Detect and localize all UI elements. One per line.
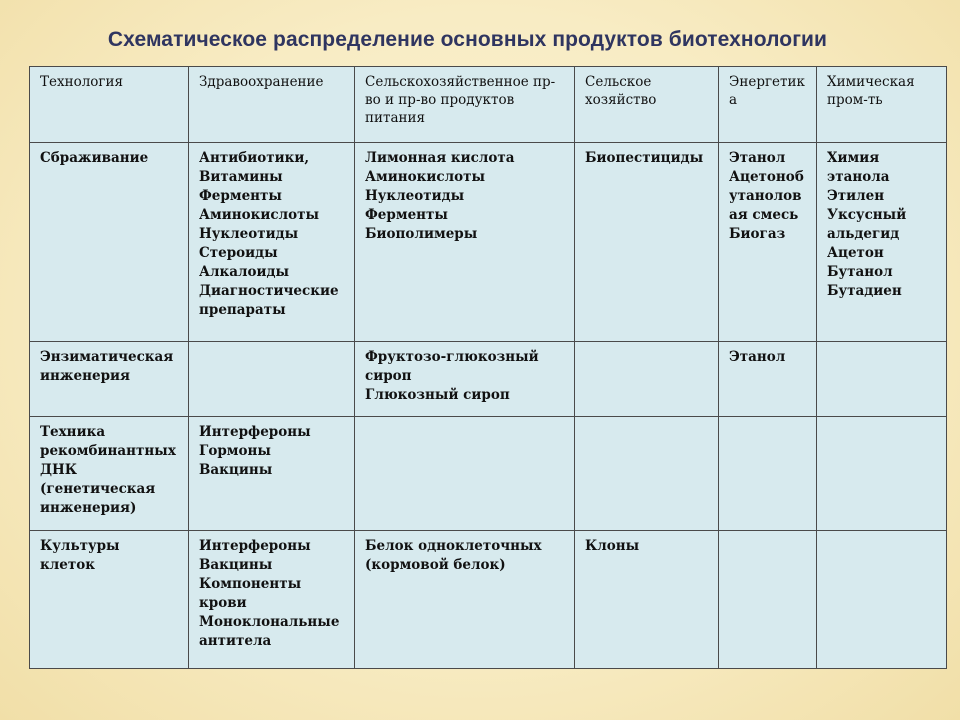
cell-line: (кормовой белок) xyxy=(365,557,506,573)
cell-line: Алкалоиды xyxy=(199,264,290,280)
cell-line: Этанол xyxy=(729,349,786,365)
cell-agri-food xyxy=(355,342,575,417)
cell-agri-food xyxy=(355,417,575,531)
cell-line: Глюкозный сироп xyxy=(365,387,510,403)
page-title: Схематическое распределение основных продуктов биотехнологии xyxy=(107,28,828,51)
cell-line: Диагностические xyxy=(199,283,339,299)
cell-line: Компоненты xyxy=(199,576,302,592)
cell-line: Ацетонобутаноловая смесь xyxy=(729,169,804,223)
cell-line: Интерфероны xyxy=(199,538,311,554)
cell-energy xyxy=(719,417,817,531)
cell-agriculture xyxy=(575,531,719,669)
cell-technology: Техника рекомбинантных ДНК (генетическая инженерия) xyxy=(30,417,189,531)
header-agriculture: Сельское хозяйство xyxy=(575,67,719,143)
cell-line: Биополимеры xyxy=(365,226,478,242)
cell-technology: Культуры клеток xyxy=(30,531,189,669)
cell-line: Белок одноклеточных xyxy=(365,538,542,554)
header-chemical: Химическая пром-ть xyxy=(817,67,947,143)
cell-line: Антибиотики, xyxy=(199,150,310,166)
header-energy: Энергетика xyxy=(719,67,817,143)
products-table xyxy=(29,66,947,669)
cell-chemical xyxy=(817,342,947,417)
cell-agri-food xyxy=(355,143,575,342)
header-technology: Технология xyxy=(30,67,189,143)
cell-technology: Энзиматическая инженерия xyxy=(30,342,189,417)
cell-line: Интерфероны xyxy=(199,424,311,440)
cell-line: Нуклеотиды xyxy=(199,226,299,242)
cell-agriculture xyxy=(575,143,719,342)
cell-agri-food xyxy=(355,531,575,669)
cell-line: этанола xyxy=(827,169,890,185)
cell-line: Вакцины xyxy=(199,557,273,573)
cell-line: Бутанол xyxy=(827,264,893,280)
cell-agriculture xyxy=(575,417,719,531)
cell-line: Этанол xyxy=(729,150,786,166)
cell-line: Бутадиен xyxy=(827,283,902,299)
cell-healthcare xyxy=(189,342,355,417)
header-agri-food: Сельскохозяйственное пр-во и пр-во продуктов питания xyxy=(355,67,575,143)
table-row xyxy=(30,417,947,531)
cell-chemical xyxy=(817,143,947,342)
cell-line: препараты xyxy=(199,302,286,318)
cell-chemical xyxy=(817,531,947,669)
cell-line: альдегид xyxy=(827,226,900,242)
cell-line: Клоны xyxy=(585,538,640,554)
cell-line: Биопестициды xyxy=(585,150,704,166)
cell-energy xyxy=(719,342,817,417)
cell-healthcare xyxy=(189,143,355,342)
cell-line: Стероиды xyxy=(199,245,278,261)
cell-line: Моноклональные xyxy=(199,614,340,630)
header-healthcare: Здравоохранение xyxy=(189,67,355,143)
cell-line: Фруктозо-глюкозный xyxy=(365,349,539,365)
cell-line: Гормоны xyxy=(199,443,271,459)
cell-line: Ферменты xyxy=(199,188,282,204)
table-row xyxy=(30,531,947,669)
cell-chemical xyxy=(817,417,947,531)
cell-energy xyxy=(719,143,817,342)
cell-agriculture xyxy=(575,342,719,417)
cell-line: крови xyxy=(199,595,247,611)
table-row xyxy=(30,342,947,417)
cell-line: Нуклеотиды xyxy=(365,188,465,204)
cell-line: Ферменты xyxy=(365,207,448,223)
cell-line: Ацетон xyxy=(827,245,884,261)
table-row xyxy=(30,143,947,342)
cell-line: Аминокислоты xyxy=(365,169,486,185)
cell-line: Вакцины xyxy=(199,462,273,478)
cell-line: Лимонная кислота xyxy=(365,150,515,166)
cell-energy xyxy=(719,531,817,669)
cell-healthcare xyxy=(189,417,355,531)
cell-healthcare xyxy=(189,531,355,669)
cell-line: Этилен xyxy=(827,188,885,204)
cell-line: Уксусный xyxy=(827,207,907,223)
cell-line: Аминокислоты xyxy=(199,207,320,223)
cell-line: антитела xyxy=(199,633,272,649)
table-header-row xyxy=(30,67,947,143)
cell-line: сироп xyxy=(365,368,412,384)
cell-line: Биогаз xyxy=(729,226,786,242)
cell-line: Витамины xyxy=(199,169,283,185)
cell-technology: Сбраживание xyxy=(30,143,189,342)
cell-line: Химия xyxy=(827,150,880,166)
